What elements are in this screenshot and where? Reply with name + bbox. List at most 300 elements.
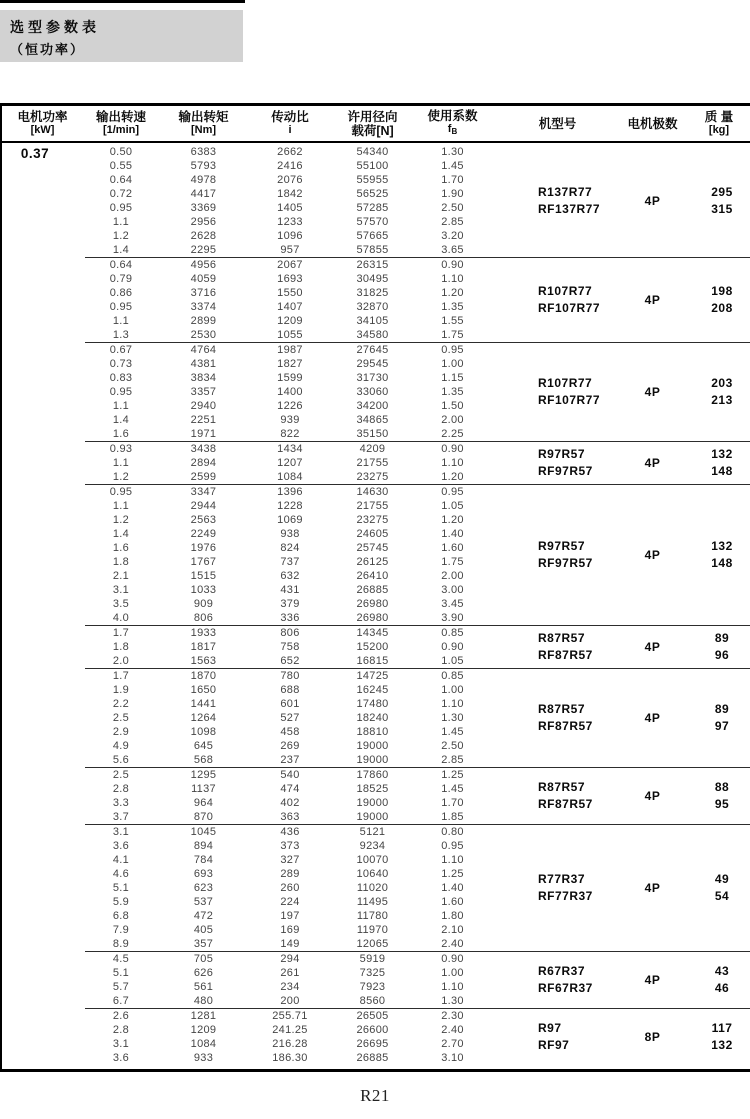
table-row xyxy=(85,980,490,994)
cell-speed: 3.6 xyxy=(112,1052,130,1064)
header-mass: 质 量 [kg] xyxy=(704,110,734,136)
mass-value: 54 xyxy=(714,889,730,903)
cell-fs: 0.95 xyxy=(441,840,464,852)
cell-load: 57665 xyxy=(356,230,389,242)
cell-load: 19000 xyxy=(356,797,389,809)
table-group xyxy=(0,441,750,484)
table-row xyxy=(85,470,490,484)
cell-load: 10070 xyxy=(356,854,389,866)
header-radial-load: 许用径向 载荷[N] xyxy=(347,109,398,138)
cell-load: 26600 xyxy=(356,1024,389,1036)
motor-power-value: 0.37 xyxy=(20,146,50,161)
cell-fs: 3.10 xyxy=(441,1052,464,1064)
cell-speed: 0.67 xyxy=(109,344,133,356)
cell-load: 5121 xyxy=(359,826,386,838)
model-cell xyxy=(490,768,625,824)
power-column-spacer xyxy=(0,484,85,625)
cell-load: 7923 xyxy=(359,981,386,993)
cell-fs: 1.40 xyxy=(441,528,464,540)
group-inner xyxy=(85,1008,750,1065)
mass-cell xyxy=(680,442,750,484)
cell-speed: 2.6 xyxy=(112,1010,130,1022)
cell-torque: 480 xyxy=(193,995,214,1007)
mass-cell xyxy=(680,952,750,1008)
poles-cell: 4P xyxy=(644,385,661,399)
table-row xyxy=(85,597,490,611)
cell-ratio: 474 xyxy=(280,783,300,795)
group-inner xyxy=(85,257,750,342)
cell-fs: 1.25 xyxy=(441,769,464,781)
table-row xyxy=(85,371,490,385)
cell-fs: 3.45 xyxy=(441,598,464,610)
mass-value: 295 xyxy=(711,185,733,199)
cell-ratio: 1842 xyxy=(277,188,303,200)
cell-speed: 0.72 xyxy=(109,188,133,200)
cell-torque: 2894 xyxy=(190,457,217,469)
table-row xyxy=(85,895,490,909)
cell-fs: 1.55 xyxy=(441,315,464,327)
cell-fs: 1.20 xyxy=(441,287,464,299)
cell-ratio: 261 xyxy=(280,967,300,979)
cell-torque: 2628 xyxy=(190,230,217,242)
cell-ratio: 1096 xyxy=(277,230,303,242)
mass-value: 97 xyxy=(714,719,730,733)
cell-torque: 1650 xyxy=(190,684,217,696)
table-row xyxy=(85,966,490,980)
table-header-row xyxy=(0,103,750,143)
cell-fs: 1.15 xyxy=(441,372,464,384)
cell-load: 14725 xyxy=(356,670,389,682)
poles-cell: 4P xyxy=(644,456,661,470)
cell-ratio: 1207 xyxy=(277,457,303,469)
cell-ratio: 336 xyxy=(280,612,300,624)
cell-speed: 3.1 xyxy=(112,826,130,838)
cell-torque: 5793 xyxy=(190,160,217,172)
poles-cell: 4P xyxy=(644,548,661,562)
cell-fs: 0.95 xyxy=(441,486,464,498)
cell-speed: 4.6 xyxy=(112,868,130,880)
table-row xyxy=(85,527,490,541)
cell-fs: 1.00 xyxy=(441,967,464,979)
cell-fs: 1.70 xyxy=(441,797,464,809)
cell-torque: 1933 xyxy=(190,627,217,639)
cell-ratio: 737 xyxy=(280,556,300,568)
cell-fs: 2.30 xyxy=(441,1010,464,1022)
table-row xyxy=(85,626,490,640)
cell-speed: 0.95 xyxy=(109,386,133,398)
cell-speed: 1.2 xyxy=(112,514,130,526)
table-row xyxy=(85,357,490,371)
cell-torque: 3438 xyxy=(190,443,217,455)
cell-torque: 4381 xyxy=(190,358,217,370)
model-name: RF67R37 xyxy=(538,981,593,995)
cell-load: 26410 xyxy=(356,570,389,582)
table-row xyxy=(85,314,490,328)
poles-cell: 8P xyxy=(644,1030,661,1044)
model-name: R97R57 xyxy=(538,447,586,461)
table-group xyxy=(0,342,750,441)
cell-speed: 2.1 xyxy=(112,570,130,582)
table-row xyxy=(85,385,490,399)
cell-fs: 1.10 xyxy=(441,273,464,285)
cell-torque: 1084 xyxy=(190,1038,217,1050)
model-cell xyxy=(490,442,625,484)
cell-speed: 7.9 xyxy=(112,924,130,936)
mass-value: 88 xyxy=(714,780,730,794)
cell-ratio: 1233 xyxy=(277,216,303,228)
cell-load: 55955 xyxy=(356,174,389,186)
cell-fs: 1.60 xyxy=(441,542,464,554)
table-row xyxy=(85,173,490,187)
model-name: R97 xyxy=(538,1021,562,1035)
cell-load: 26980 xyxy=(356,612,389,624)
cell-torque: 1209 xyxy=(190,1024,217,1036)
cell-ratio: 186.30 xyxy=(272,1052,308,1064)
table-row xyxy=(85,782,490,796)
cell-speed: 1.6 xyxy=(112,428,130,440)
power-column-spacer xyxy=(0,824,85,951)
power-column-spacer xyxy=(0,145,85,257)
model-name: RF87R57 xyxy=(538,648,593,662)
cell-ratio: 1400 xyxy=(277,386,303,398)
cell-load: 25745 xyxy=(356,542,389,554)
table-group xyxy=(0,484,750,625)
power-column-spacer xyxy=(0,342,85,441)
cell-ratio: 327 xyxy=(280,854,300,866)
cell-fs: 1.50 xyxy=(441,400,464,412)
cell-torque: 1817 xyxy=(190,641,217,653)
model-cell xyxy=(490,485,625,625)
table-row xyxy=(85,187,490,201)
table-row xyxy=(85,456,490,470)
mass-cell xyxy=(680,626,750,668)
group-rows xyxy=(85,442,490,484)
table-row xyxy=(85,937,490,951)
mass-cell xyxy=(680,1009,750,1065)
cell-torque: 4764 xyxy=(190,344,217,356)
cell-fs: 1.05 xyxy=(441,655,464,667)
cell-load: 26885 xyxy=(356,1052,389,1064)
cell-speed: 8.9 xyxy=(112,938,130,950)
model-name: R87R57 xyxy=(538,702,586,716)
cell-speed: 0.83 xyxy=(109,372,133,384)
cell-fs: 2.85 xyxy=(441,754,464,766)
cell-ratio: 652 xyxy=(280,655,300,667)
cell-load: 21755 xyxy=(356,457,389,469)
cell-fs: 1.35 xyxy=(441,386,464,398)
table-row xyxy=(85,215,490,229)
cell-torque: 3357 xyxy=(190,386,217,398)
cell-load: 14345 xyxy=(356,627,389,639)
cell-ratio: 780 xyxy=(280,670,300,682)
header-model: 机型号 xyxy=(538,116,577,131)
cell-ratio: 1396 xyxy=(277,486,303,498)
table-row xyxy=(85,229,490,243)
cell-fs: 1.10 xyxy=(441,457,464,469)
mass-value: 132 xyxy=(711,1038,733,1052)
table-row xyxy=(85,541,490,555)
cell-fs: 0.80 xyxy=(441,826,464,838)
cell-fs: 2.85 xyxy=(441,216,464,228)
cell-ratio: 758 xyxy=(280,641,300,653)
mass-value: 132 xyxy=(711,539,733,553)
cell-speed: 6.8 xyxy=(112,910,130,922)
mass-value: 46 xyxy=(714,981,730,995)
cell-fs: 3.65 xyxy=(441,244,464,256)
section-subtitle: （恒功率） xyxy=(10,42,86,57)
cell-load: 34200 xyxy=(356,400,389,412)
model-cell xyxy=(490,258,625,342)
cell-fs: 1.45 xyxy=(441,726,464,738)
cell-torque: 537 xyxy=(193,896,214,908)
top-rule xyxy=(0,0,245,3)
cell-fs: 0.90 xyxy=(441,641,464,653)
cell-load: 11495 xyxy=(356,896,389,908)
cell-load: 17860 xyxy=(356,769,389,781)
table-left-rule xyxy=(0,103,2,1069)
cell-ratio: 822 xyxy=(280,428,300,440)
table-row xyxy=(85,739,490,753)
group-inner xyxy=(85,824,750,951)
cell-speed: 2.2 xyxy=(112,698,130,710)
cell-ratio: 149 xyxy=(280,938,300,950)
cell-ratio: 1693 xyxy=(277,273,303,285)
cell-fs: 1.05 xyxy=(441,500,464,512)
model-name: R87R57 xyxy=(538,780,586,794)
cell-speed: 1.1 xyxy=(112,216,130,228)
cell-ratio: 938 xyxy=(280,528,300,540)
cell-fs: 2.25 xyxy=(441,428,464,440)
cell-torque: 1767 xyxy=(190,556,217,568)
cell-ratio: 234 xyxy=(280,981,300,993)
group-rows xyxy=(85,669,490,767)
header-output-torque: 输出转矩 [Nm] xyxy=(178,110,229,136)
cell-fs: 1.25 xyxy=(441,868,464,880)
cell-load: 34105 xyxy=(356,315,389,327)
cell-fs: 1.00 xyxy=(441,358,464,370)
cell-speed: 0.95 xyxy=(109,301,133,313)
cell-speed: 1.8 xyxy=(112,641,130,653)
cell-ratio: 824 xyxy=(280,542,300,554)
cell-torque: 784 xyxy=(193,854,214,866)
table-row xyxy=(85,796,490,810)
cell-fs: 1.35 xyxy=(441,301,464,313)
cell-load: 11780 xyxy=(356,910,389,922)
table-row xyxy=(85,286,490,300)
cell-speed: 0.64 xyxy=(109,174,133,186)
cell-speed: 0.55 xyxy=(109,160,133,172)
group-rows xyxy=(85,768,490,824)
cell-load: 9234 xyxy=(359,840,386,852)
model-cell xyxy=(490,145,625,257)
cell-torque: 2251 xyxy=(190,414,217,426)
model-name: RF97 xyxy=(538,1038,570,1052)
mass-value: 213 xyxy=(711,393,733,407)
cell-fs: 2.50 xyxy=(441,740,464,752)
table-group xyxy=(0,767,750,824)
cell-speed: 2.0 xyxy=(112,655,130,667)
cell-load: 19000 xyxy=(356,811,389,823)
cell-speed: 1.4 xyxy=(112,414,130,426)
cell-torque: 1281 xyxy=(190,1010,217,1022)
cell-ratio: 431 xyxy=(280,584,300,596)
cell-torque: 909 xyxy=(193,598,214,610)
cell-speed: 0.73 xyxy=(109,358,133,370)
cell-fs: 1.30 xyxy=(441,146,464,158)
cell-ratio: 1407 xyxy=(277,301,303,313)
table-row xyxy=(85,300,490,314)
group-inner xyxy=(85,625,750,668)
cell-load: 26315 xyxy=(356,259,389,271)
cell-torque: 1971 xyxy=(190,428,217,440)
cell-load: 24605 xyxy=(356,528,389,540)
cell-fs: 1.10 xyxy=(441,698,464,710)
cell-load: 18810 xyxy=(356,726,389,738)
model-cell xyxy=(490,343,625,441)
cell-speed: 5.1 xyxy=(112,882,130,894)
group-rows xyxy=(85,145,490,257)
cell-torque: 1295 xyxy=(190,769,217,781)
cell-torque: 1870 xyxy=(190,670,217,682)
cell-fs: 1.10 xyxy=(441,854,464,866)
poles-cell: 4P xyxy=(644,973,661,987)
cell-speed: 1.7 xyxy=(112,670,130,682)
cell-ratio: 379 xyxy=(280,598,300,610)
mass-value: 148 xyxy=(711,556,733,570)
group-inner xyxy=(85,951,750,1008)
table-group xyxy=(0,145,750,257)
cell-speed: 5.6 xyxy=(112,754,130,766)
cell-load: 4209 xyxy=(359,443,386,455)
cell-load: 34580 xyxy=(356,329,389,341)
power-column-spacer xyxy=(0,1008,85,1065)
cell-torque: 623 xyxy=(193,882,214,894)
cell-ratio: 269 xyxy=(280,740,300,752)
cell-torque: 894 xyxy=(193,840,214,852)
table-row xyxy=(85,272,490,286)
cell-ratio: 540 xyxy=(280,769,300,781)
cell-fs: 1.20 xyxy=(441,471,464,483)
cell-fs: 1.20 xyxy=(441,514,464,526)
cell-ratio: 1084 xyxy=(277,471,303,483)
cell-ratio: 1599 xyxy=(277,372,303,384)
cell-fs: 2.10 xyxy=(441,924,464,936)
power-column-spacer xyxy=(0,441,85,484)
cell-speed: 1.7 xyxy=(112,627,130,639)
mass-cell xyxy=(680,768,750,824)
cell-ratio: 241.25 xyxy=(272,1024,308,1036)
cell-load: 14630 xyxy=(356,486,389,498)
cell-speed: 5.1 xyxy=(112,967,130,979)
mass-cell xyxy=(680,343,750,441)
mass-value: 95 xyxy=(714,797,730,811)
cell-speed: 1.2 xyxy=(112,230,130,242)
mass-value: 148 xyxy=(711,464,733,478)
cell-speed: 3.1 xyxy=(112,584,130,596)
table-row xyxy=(85,669,490,683)
cell-ratio: 216.28 xyxy=(272,1038,308,1050)
mass-value: 208 xyxy=(711,301,733,315)
cell-speed: 3.1 xyxy=(112,1038,130,1050)
cell-ratio: 1827 xyxy=(277,358,303,370)
cell-ratio: 260 xyxy=(280,882,300,894)
cell-ratio: 1987 xyxy=(277,344,303,356)
cell-fs: 1.60 xyxy=(441,896,464,908)
cell-ratio: 688 xyxy=(280,684,300,696)
power-column-spacer xyxy=(0,767,85,824)
cell-torque: 4417 xyxy=(190,188,217,200)
cell-torque: 2599 xyxy=(190,471,217,483)
cell-load: 23275 xyxy=(356,514,389,526)
cell-load: 11970 xyxy=(356,924,389,936)
section-title: 选型参数表 xyxy=(10,19,100,35)
cell-torque: 645 xyxy=(193,740,214,752)
table-row xyxy=(85,513,490,527)
cell-fs: 1.30 xyxy=(441,995,464,1007)
table-group xyxy=(0,951,750,1008)
table-row xyxy=(85,569,490,583)
cell-load: 8560 xyxy=(359,995,386,1007)
table-row xyxy=(85,909,490,923)
cell-torque: 2530 xyxy=(190,329,217,341)
cell-speed: 1.2 xyxy=(112,471,130,483)
cell-torque: 933 xyxy=(193,1052,214,1064)
cell-fs: 2.50 xyxy=(441,202,464,214)
cell-fs: 3.00 xyxy=(441,584,464,596)
cell-torque: 2956 xyxy=(190,216,217,228)
cell-fs: 0.90 xyxy=(441,953,464,965)
cell-fs: 1.45 xyxy=(441,783,464,795)
cell-speed: 0.86 xyxy=(109,287,133,299)
table-row xyxy=(85,201,490,215)
group-inner xyxy=(85,668,750,767)
cell-torque: 1441 xyxy=(190,698,217,710)
cell-load: 54340 xyxy=(356,146,389,158)
table-row xyxy=(85,994,490,1008)
table-row xyxy=(85,159,490,173)
cell-torque: 561 xyxy=(193,981,214,993)
mass-value: 89 xyxy=(714,631,730,645)
mass-value: 96 xyxy=(714,648,730,662)
cell-speed: 2.9 xyxy=(112,726,130,738)
model-cell xyxy=(490,825,625,951)
cell-ratio: 255.71 xyxy=(272,1010,308,1022)
cell-load: 55100 xyxy=(356,160,389,172)
cell-load: 18525 xyxy=(356,783,389,795)
header-motor-power: 电机功率 [kW] xyxy=(17,110,68,136)
cell-speed: 0.95 xyxy=(109,202,133,214)
cell-torque: 4978 xyxy=(190,174,217,186)
cell-fs: 0.85 xyxy=(441,670,464,682)
cell-speed: 4.5 xyxy=(112,953,130,965)
cell-speed: 3.3 xyxy=(112,797,130,809)
cell-speed: 1.1 xyxy=(112,500,130,512)
cell-ratio: 1228 xyxy=(277,500,303,512)
cell-ratio: 169 xyxy=(280,924,300,936)
cell-torque: 2944 xyxy=(190,500,217,512)
table-row xyxy=(85,258,490,272)
table-row xyxy=(85,499,490,513)
model-name: R107R77 xyxy=(538,284,593,298)
cell-load: 23275 xyxy=(356,471,389,483)
cell-load: 26885 xyxy=(356,584,389,596)
mass-cell xyxy=(680,669,750,767)
cell-speed: 1.4 xyxy=(112,244,130,256)
table-row xyxy=(85,442,490,456)
cell-ratio: 1550 xyxy=(277,287,303,299)
table-group xyxy=(0,625,750,668)
cell-fs: 1.80 xyxy=(441,910,464,922)
